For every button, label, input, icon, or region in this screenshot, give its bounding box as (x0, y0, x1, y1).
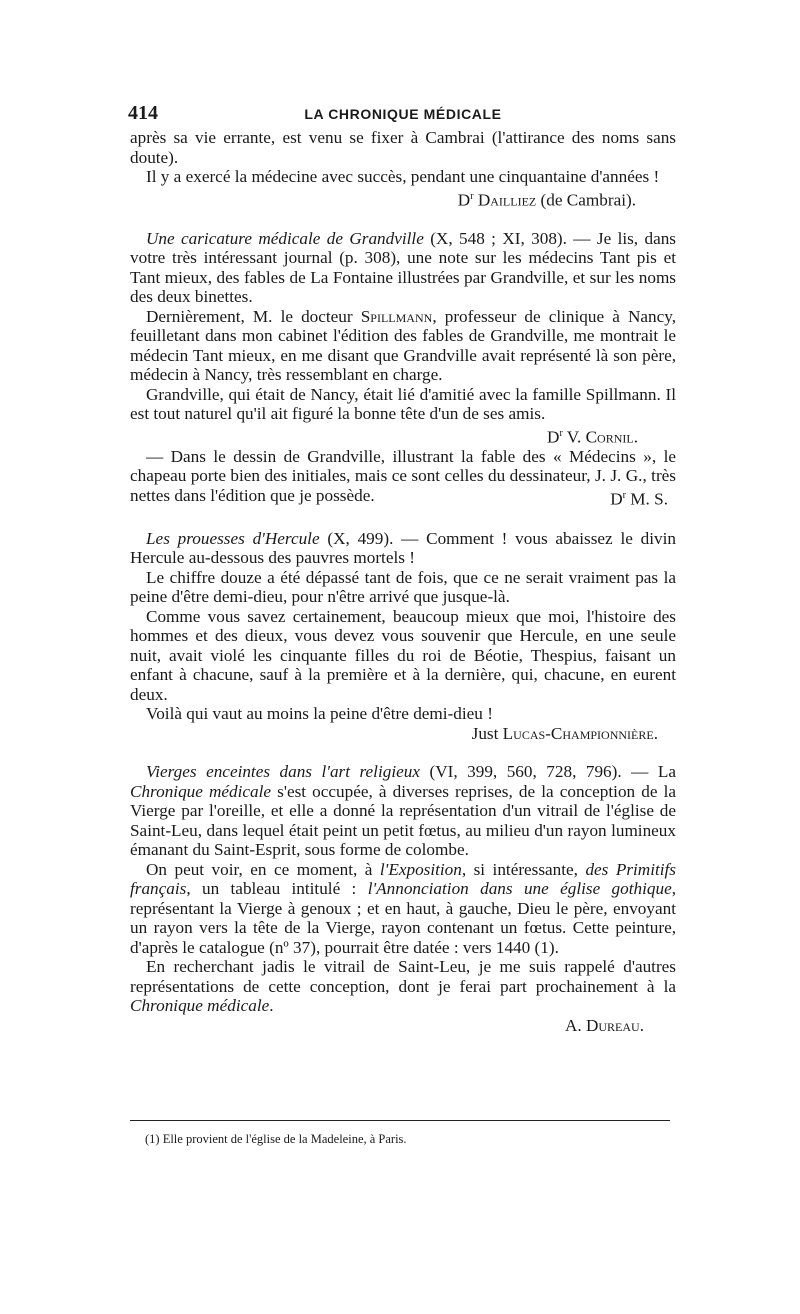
paragraph: Une caricature médicale de Grandville (X, 548 ; XI, 308). — Je lis, dans votre très intéressant journal (p. 308), une note sur les médecins Tant pis et Tant mieux, des fables de La Fontaine illustrées par Grandville, et sur les noms des deux binettes. (130, 228, 676, 307)
paragraph: Grandville, qui était de Nancy, était lié d'amitié avec la famille Spillmann. Il est tout naturel qu'il ait figuré la bonne tête d'un de ses amis. (130, 384, 676, 424)
paragraph: Voilà qui vaut au moins la peine d'être demi-dieu ! (146, 704, 493, 724)
page-number: 414 (128, 102, 158, 124)
paragraph: Les prouesses d'Hercule (X, 499). — Comment ! vous abaissez le divin Hercule au-dessous des pauvres mortels ! (130, 528, 676, 568)
paragraph: Il y a exercé la médecine avec succès, pendant une cinquantaine d'années ! (146, 167, 660, 186)
running-title: LA CHRONIQUE MÉDICALE (304, 106, 502, 122)
section-spacer (130, 743, 676, 762)
paragraph: — Dans le dessin de Grandville, illustrant la fable des « Médecins », le chapeau porte bien des initiales, mais ce sont celles du dessinateur, J. J. G., très nettes dans l'édition que je possède. (130, 446, 676, 505)
paragraph: Le chiffre douze a été dépassé tant de fois, que ce ne serait vraiment pas la peine d'être demi-dieu, pour n'être arrivé que jusque-là. (130, 567, 676, 607)
paragraph: En recherchant jadis le vitrail de Saint-Leu, je me suis rappelé d'autres représentations de cette conception, dont je ferai part prochainement à la Chronique médicale. (130, 957, 676, 1016)
paragraph: Dernièrement, M. le docteur Spillmann, professeur de clinique à Nancy, feuilletant dans mon cabinet l'édition des fables de Grandville, me montrait le médecin Tant mieux, en me disant que Grandville avait représenté là son père, médecin à Nancy, très ressemblant en charge. (130, 306, 676, 385)
section-title: Vierges enceintes dans l'art religieux (146, 762, 420, 782)
section-spacer (130, 210, 676, 229)
signature: A. Dureau. (564, 1015, 644, 1035)
signature: $D^r$ V. Cornil. (547, 427, 638, 447)
section-title: Une caricature médicale de Grandville (146, 228, 424, 248)
signature: $D^r$ M. S. (610, 490, 668, 510)
paragraph: Vierges enceintes dans l'art religieux (VI, 399, 560, 728, 796). — La Chronique médicale s'est occupée, à diverses reprises, de la conception de la Vierge par l'oreille, et elle a donné la représentation d'un vitrail de l'église de Saint-Leu, dans lequel était peint un petit fœtus, au milieu d'un rayon lumineux émanant du Saint-Esprit, sous forme de colombe. (130, 762, 676, 860)
section-spacer (130, 510, 676, 529)
article-body (130, 128, 676, 1035)
paragraph: après sa vie errante, est venu se fixer à Cambrai (l'attirance des noms sans doute). (130, 128, 676, 167)
page-content (130, 102, 676, 1035)
paragraph: On peut voir, en ce moment, à l'Exposition, si intéressante, des Primitifs français, un tableau intitulé : l'Annonciation dans une église gothique, représentant la Vierge à genoux ; et en haut, à gauche, Dieu le père, envoyant un rayon vers la tête de la Vierge, rayon contenant un fœtus. Cette peinture, d'après le catalogue (nº 37), pourrait être datée : vers 1440 (1). (130, 859, 677, 957)
signature: Just Lucas-Championnière. (471, 723, 658, 743)
section-title: Les prouesses d'Hercule (146, 528, 320, 548)
paragraph: Comme vous savez certainement, beaucoup mieux que moi, l'histoire des hommes et des dieux, vous devez vous souvenir que Hercule, en une seule nuit, avait violé les cinquante filles du roi de Béotie, Thespius, faisant un enfant à chacune, sauf à la première et à la dernière, qui, chacune, en eurent deux. (130, 606, 676, 704)
footnote: (1) Elle provient de l'église de la Madeleine, à Paris. (145, 1132, 407, 1146)
page-header (130, 102, 676, 128)
footnote-divider (130, 1120, 670, 1121)
signature: $D^r$ Dailliez (de Cambrai). (457, 190, 636, 210)
